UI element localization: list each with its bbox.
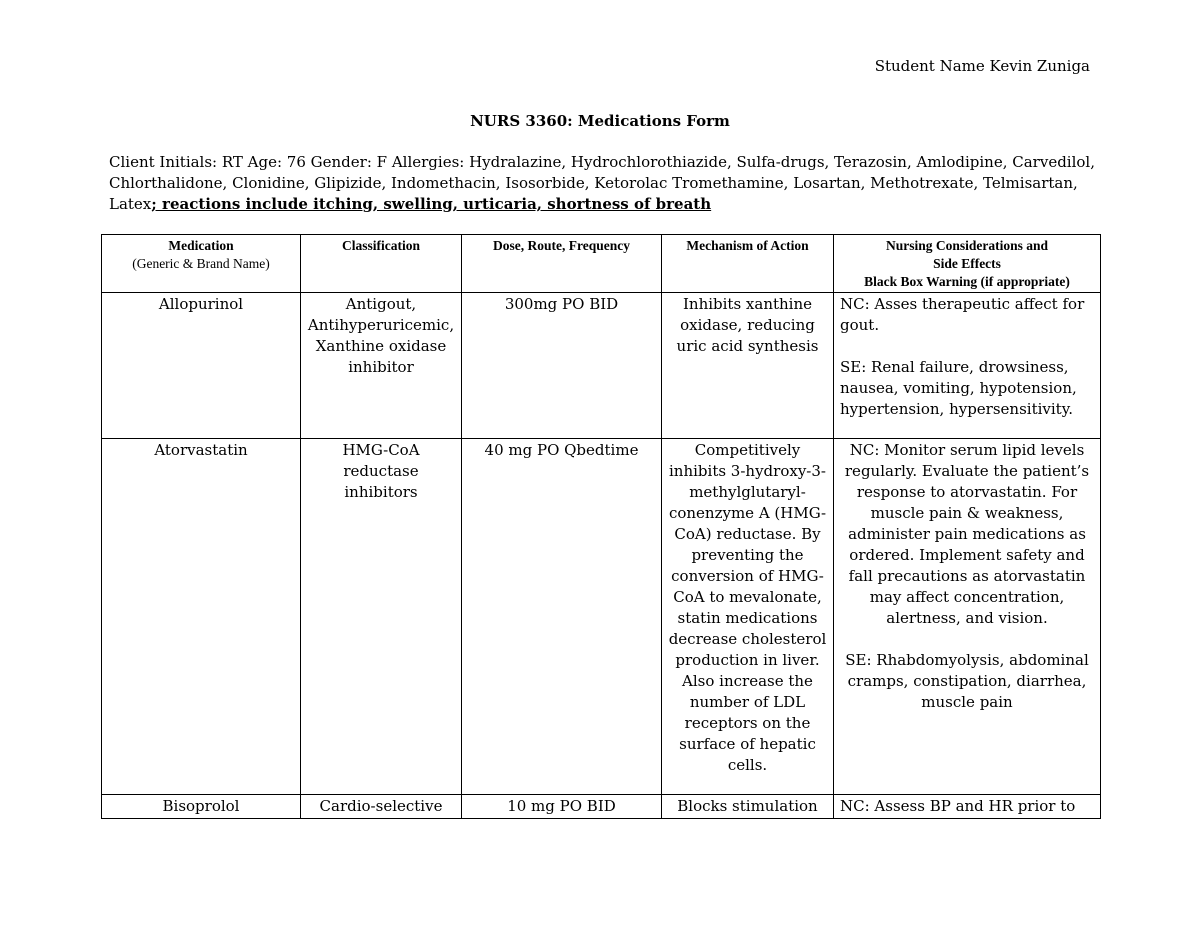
allergy-reactions: ; reactions include itching, swelling, urticaria, shortness of breath: [151, 195, 712, 213]
cell-medication: Allopurinol: [102, 293, 301, 439]
cell-dose: 300mg PO BID: [462, 293, 662, 439]
cell-medication: Bisoprolol: [102, 795, 301, 819]
table-row: [102, 795, 1101, 819]
cell-dose: 40 mg PO Qbedtime: [462, 439, 662, 795]
cell-medication: Atorvastatin: [102, 439, 301, 795]
nursing-considerations: NC: Asses therapeutic affect for gout.: [840, 295, 1085, 334]
cell-nursing: NC: Assess BP and HR prior to: [834, 795, 1101, 819]
cell-nursing: [834, 293, 1101, 439]
table-header-row: [102, 235, 1101, 293]
cell-dose: 10 mg PO BID: [462, 795, 662, 819]
student-name: Student Name Kevin Zuniga: [874, 57, 1090, 75]
client-allergies-text: Client Initials: RT Age: 76 Gender: F Allergies: Hydralazine, Hydrochlorothiazide, Sulfa-drugs, Terazosin, Amlodipine, Carvedilol, Chlorthalidone, Clonidine, Glipizide, Indomethacin, Isosorbide, Ketorolac Tromethamine, Losartan, Methotrexate, Telmisartan, Latex: [109, 153, 1095, 213]
cell-classification: HMG-CoA reductase inhibitors: [301, 439, 462, 795]
side-effects: SE: Rhabdomyolysis, abdominal cramps, constipation, diarrhea, muscle pain: [845, 651, 1089, 711]
cell-mechanism: Inhibits xanthine oxidase, reducing uric acid synthesis: [662, 293, 834, 439]
header-classification: Classification: [301, 235, 462, 293]
table-row: [102, 293, 1101, 439]
medications-table: [101, 234, 1101, 819]
header-dose: Dose, Route, Frequency: [462, 235, 662, 293]
header-medication: Medication (Generic & Brand Name): [102, 235, 301, 293]
table-row: [102, 439, 1101, 795]
cell-classification: Cardio-selective: [301, 795, 462, 819]
nursing-considerations: NC: Monitor serum lipid levels regularly. Evaluate the patient’s response to atorvastatin. For muscle pain & weakness, administer pain medications as ordered. Implement safety and fall precautions as atorvastatin may affect concentration, alertness, and vision.: [844, 441, 1090, 627]
form-title: NURS 3360: Medications Form: [470, 112, 730, 130]
cell-classification: Antigout, Antihyperuricemic, Xanthine oxidase inhibitor: [301, 293, 462, 439]
side-effects: SE: Renal failure, drowsiness, nausea, vomiting, hypotension, hypertension, hypersensitivity.: [840, 358, 1077, 418]
cell-mechanism: Blocks stimulation: [662, 795, 834, 819]
header-nursing: Nursing Considerations and Side Effects Black Box Warning (if appropriate): [834, 235, 1101, 293]
cell-nursing: [834, 439, 1101, 795]
client-info: [109, 152, 1099, 215]
cell-mechanism: Competitively inhibits 3-hydroxy-3-methylglutaryl-conenzyme A (HMG-CoA) reductase. By preventing the conversion of HMG-CoA to mevalonate, statin medications decrease cholesterol production in liver. Also increase the number of LDL receptors on the surface of hepatic cells.: [662, 439, 834, 795]
header-mechanism: Mechanism of Action: [662, 235, 834, 293]
